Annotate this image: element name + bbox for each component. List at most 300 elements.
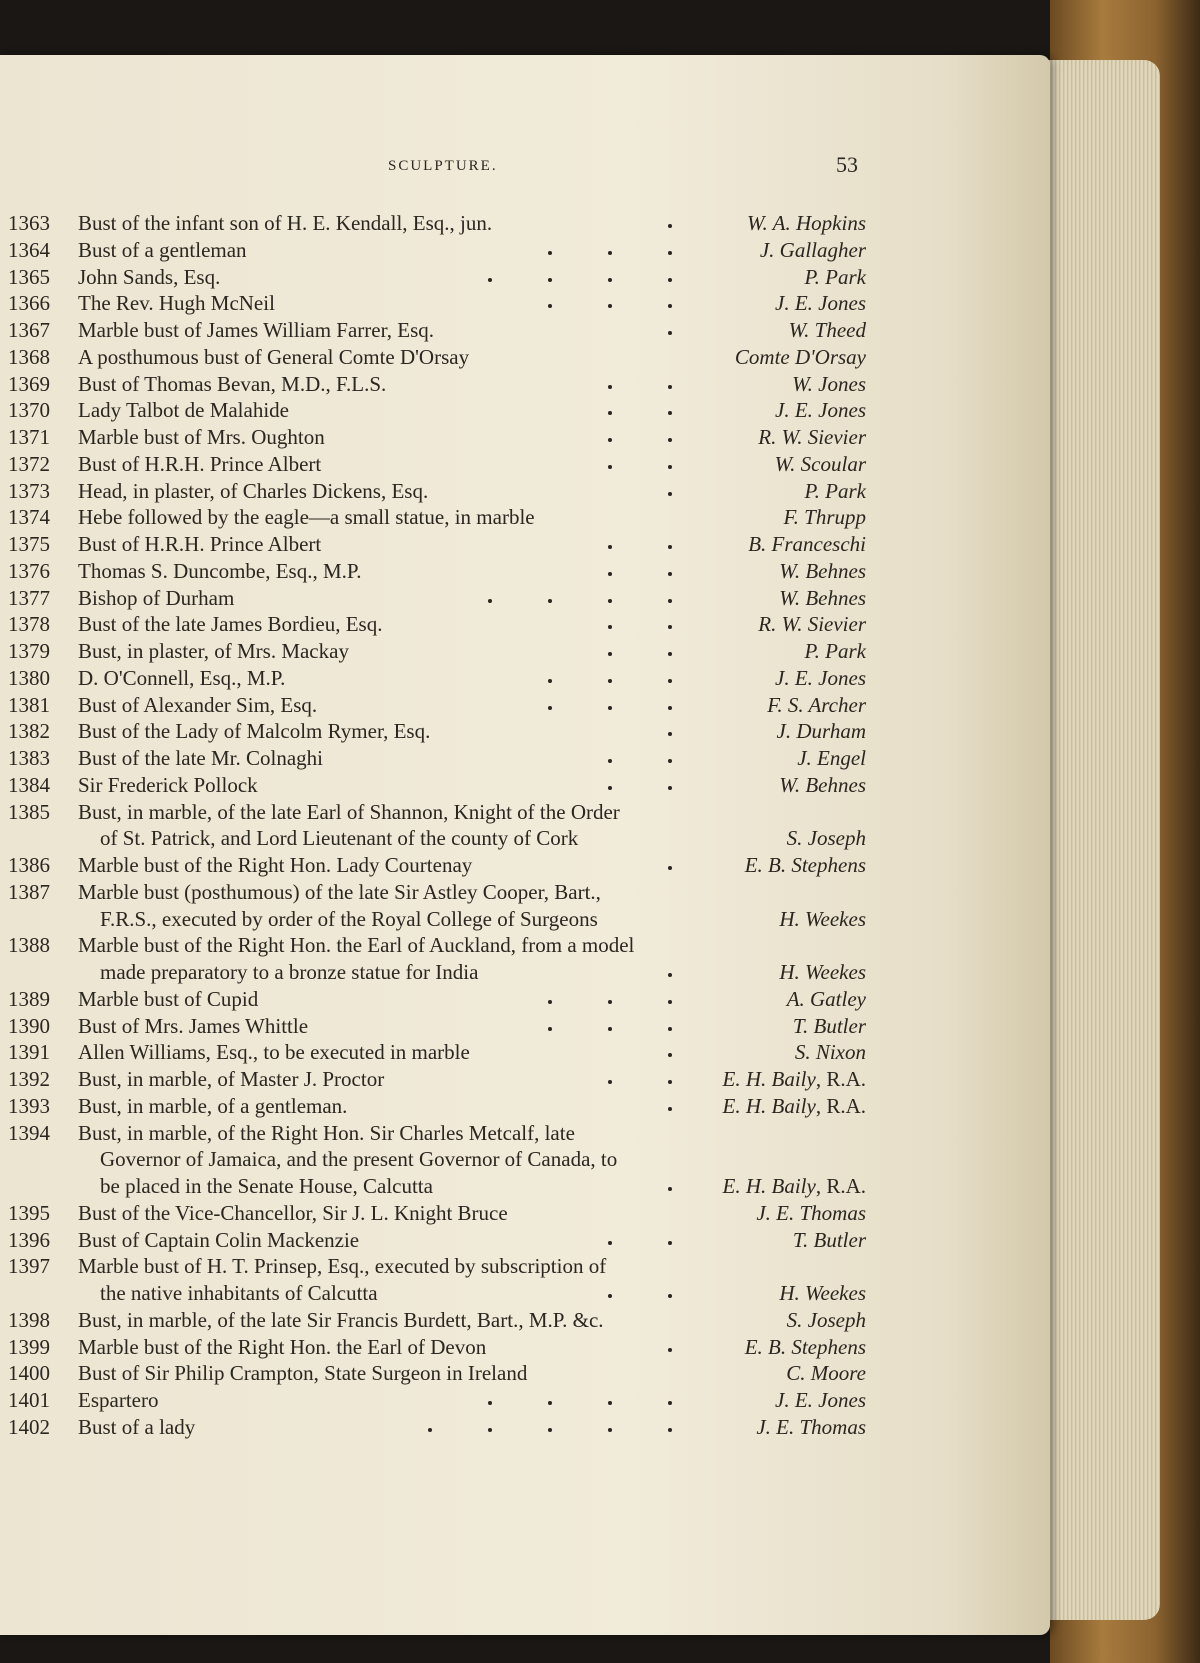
leader-dot: [668, 1294, 672, 1298]
catalogue-entry: [0, 210, 900, 237]
leader-dot: [668, 706, 672, 710]
artist-name: [758, 611, 866, 638]
artist-name-text: B. Franceschi: [748, 532, 866, 556]
entry-number: 1401: [8, 1388, 50, 1412]
leader-dot: [668, 652, 672, 656]
entry-number: 1368: [8, 344, 50, 369]
entry-number: 1372: [8, 451, 50, 476]
catalogue-entry: [0, 825, 900, 852]
catalogue-entry: [0, 1414, 900, 1441]
leader-dot: [608, 545, 612, 549]
catalogue-entry: [0, 585, 900, 612]
leader-dot: [548, 251, 552, 255]
catalogue-entry: [0, 424, 900, 451]
catalogue-entry: [0, 317, 900, 344]
artist-name-text: E. H. Baily: [722, 1093, 816, 1118]
artist-name-text: E. H. Baily: [722, 1067, 816, 1091]
leader-dots: [0, 397, 680, 424]
entry-title: Marble bust of the Right Hon. the Earl of Auckland, from a model: [78, 933, 635, 958]
leader-dots: [0, 718, 680, 745]
catalogue-entry: [0, 1387, 900, 1414]
artist-name: [775, 1387, 866, 1414]
leader-dot: [668, 759, 672, 763]
entry-title: Bust of the Lady of Malcolm Rymer, Esq.: [78, 719, 431, 744]
artist-name: [779, 906, 866, 933]
leader-dots: [0, 772, 680, 799]
catalogue-entry: [0, 397, 900, 424]
catalogue-entry: [0, 478, 900, 505]
leader-dot: [548, 1428, 552, 1432]
catalogue-entry: [0, 718, 900, 745]
leader-dots: [0, 451, 680, 478]
entry-number: 1390: [8, 1013, 50, 1038]
entry-title: the native inhabitants of Calcutta: [100, 1281, 378, 1305]
entry-title: Bishop of Durham: [78, 585, 235, 610]
entry-title: The Rev. Hugh McNeil: [78, 291, 275, 316]
leader-dot: [548, 304, 552, 308]
artist-name-text: T. Butler: [792, 1013, 866, 1038]
entry-title: Bust of Alexander Sim, Esq.: [78, 692, 318, 717]
entry-title: Marble bust of the Right Hon. the Earl of Devon: [78, 1334, 487, 1359]
leader-dot: [488, 278, 492, 282]
entry-title: Bust of Thomas Bevan, M.D., F.L.S.: [78, 371, 387, 396]
leader-dot: [608, 1080, 612, 1084]
entry-title: Marble bust (posthumous) of the late Sir Astley Cooper, Bart.,: [78, 879, 601, 904]
leader-dots: [0, 264, 680, 291]
entry-number: 1382: [8, 719, 50, 744]
artist-name-text: H. Weekes: [779, 906, 866, 931]
artist-name-text: W. Behnes: [779, 772, 866, 797]
catalogue-entry: [0, 371, 900, 398]
artist-name: [789, 317, 866, 344]
leader-dot: [548, 706, 552, 710]
leader-dots: [0, 692, 680, 719]
artist-name: [787, 986, 866, 1013]
entry-number: 1377: [8, 585, 50, 610]
leader-dot: [608, 706, 612, 710]
artist-name: [758, 424, 866, 451]
artist-name-text: W. Jones: [792, 371, 866, 396]
leader-dot: [608, 1294, 612, 1298]
entry-title: Bust of the infant son of H. E. Kendall, Esq., jun.: [78, 211, 493, 235]
catalogue-entry: [0, 451, 900, 478]
entry-number: 1392: [8, 1067, 50, 1091]
entry-number: 1396: [8, 1227, 50, 1252]
artist-name-text: P. Park: [804, 639, 866, 663]
catalogue-entry: [0, 906, 900, 933]
artist-suffix: , R.A.: [815, 1093, 866, 1118]
leader-dots: [0, 1280, 680, 1307]
entry-title: Allen Williams, Esq., to be executed in marble: [78, 1040, 470, 1065]
artist-name: [756, 1200, 866, 1227]
leader-dot: [608, 572, 612, 576]
artist-name-text: Comte D'Orsay: [734, 344, 866, 369]
entry-title: Bust, in marble, of the late Earl of Shannon, Knight of the Order: [78, 799, 620, 824]
leader-dot: [668, 1053, 672, 1057]
catalogue-entry: [0, 638, 900, 665]
leader-dot: [668, 1080, 672, 1084]
leader-dot: [608, 438, 612, 442]
entry-title: Lady Talbot de Malahide: [78, 398, 289, 423]
entry-title: D. O'Connell, Esq., M.P.: [78, 665, 286, 690]
leader-dot: [668, 786, 672, 790]
artist-name: [775, 451, 866, 478]
artist-name: [748, 531, 866, 558]
leader-dot: [608, 251, 612, 255]
catalogue-entry: [0, 558, 900, 585]
entry-title: Bust, in plaster, of Mrs. Mackay: [78, 639, 349, 663]
artist-name: [745, 852, 866, 879]
artist-name-text: A. Gatley: [786, 986, 866, 1011]
leader-dots: [0, 558, 680, 585]
leader-dot: [488, 1428, 492, 1432]
artist-name-text: W. Theed: [788, 318, 866, 342]
catalogue-entry: [0, 1146, 900, 1173]
artist-name: [805, 638, 866, 665]
entry-number: 1371: [8, 425, 50, 449]
catalogue-entry: [0, 1227, 900, 1254]
artist-name: [760, 237, 866, 264]
artist-name: [786, 1360, 866, 1387]
entry-number: 1400: [8, 1361, 50, 1386]
entry-number: 1367: [8, 318, 50, 342]
leader-dot: [608, 1027, 612, 1031]
entry-number: 1369: [8, 371, 50, 396]
artist-name-text: F. S. Archer: [767, 692, 866, 717]
entry-number: 1381: [8, 692, 50, 717]
catalogue-entry: [0, 852, 900, 879]
leader-dot: [608, 786, 612, 790]
catalogue-entry: [0, 745, 900, 772]
entry-number: 1393: [8, 1093, 50, 1118]
artist-name: [767, 692, 866, 719]
catalogue-entry: [0, 986, 900, 1013]
catalogue-entry: [0, 1360, 900, 1387]
leader-dot: [668, 251, 672, 255]
artist-name-text: S. Nixon: [794, 1040, 866, 1065]
leader-dot: [608, 304, 612, 308]
entry-number: 1378: [8, 612, 50, 637]
catalogue-entry: [0, 344, 900, 371]
leader-dots: [0, 371, 680, 398]
entry-number: 1363: [8, 211, 50, 235]
entry-title: Bust, in marble, of Master J. Proctor: [78, 1067, 385, 1091]
catalogue-entry: [0, 290, 900, 317]
leader-dot: [548, 599, 552, 603]
artist-name: [805, 478, 866, 505]
leader-dots: [0, 210, 680, 237]
artist-suffix: , R.A.: [815, 1067, 866, 1091]
artist-name-text: P. Park: [804, 264, 866, 289]
entry-number: 1380: [8, 665, 50, 690]
artist-name: [792, 371, 866, 398]
entry-title: of St. Patrick, and Lord Lieutenant of the county of Cork: [100, 826, 579, 851]
catalogue-entry: [0, 1120, 900, 1147]
artist-name: [805, 264, 866, 291]
leader-dots: [0, 424, 680, 451]
entry-title: Sir Frederick Pollock: [78, 772, 258, 797]
artist-name: [779, 1280, 866, 1307]
artist-name-text: P. Park: [804, 478, 866, 503]
leader-dot: [668, 1428, 672, 1432]
entry-number: 1365: [8, 264, 50, 289]
artist-name-text: W. Behnes: [779, 558, 866, 583]
entry-title: Bust of H.R.H. Prince Albert: [78, 532, 322, 556]
leader-dots: [0, 478, 680, 505]
catalogue-entry: [0, 504, 900, 531]
leader-dots: [0, 665, 680, 692]
leader-dots: [0, 1039, 680, 1066]
catalogue-entry: [0, 237, 900, 264]
leader-dot: [668, 1027, 672, 1031]
entry-number: 1374: [8, 505, 50, 530]
entry-number: 1389: [8, 986, 50, 1011]
leader-dot: [668, 385, 672, 389]
catalogue-entry: [0, 665, 900, 692]
entry-title: Bust of a gentleman: [78, 237, 247, 262]
artist-name: [775, 397, 866, 424]
entry-number: 1379: [8, 639, 50, 663]
artist-name: [775, 290, 866, 317]
catalogue-entry: [0, 531, 900, 558]
entry-number: 1386: [8, 853, 50, 877]
artist-name-text: J. Engel: [797, 746, 866, 770]
catalogue-entry: [0, 1280, 900, 1307]
leader-dot: [548, 679, 552, 683]
entry-number: 1387: [8, 879, 50, 904]
leader-dot: [608, 1428, 612, 1432]
catalogue-entry: [0, 959, 900, 986]
leader-dot: [668, 545, 672, 549]
catalogue-entry: [0, 611, 900, 638]
leader-dot: [608, 411, 612, 415]
catalogue-entry: [0, 932, 900, 959]
entry-title: Marble bust of Cupid: [78, 986, 259, 1011]
entry-number: 1397: [8, 1254, 50, 1279]
entry-title: Bust of the late James Bordieu, Esq.: [78, 612, 383, 637]
artist-name-text: W. A. Hopkins: [746, 211, 866, 235]
leader-dot: [608, 1241, 612, 1245]
leader-dot: [608, 465, 612, 469]
artist-name-text: E. H. Baily: [722, 1174, 816, 1198]
leader-dot: [668, 278, 672, 282]
entry-title: Bust, in marble, of the Right Hon. Sir Charles Metcalf, late: [78, 1120, 575, 1145]
artist-name: [723, 1066, 867, 1093]
catalogue-entry: [0, 1307, 900, 1334]
leader-dot: [668, 331, 672, 335]
leader-dots: [0, 1066, 680, 1093]
leader-dots: [0, 237, 680, 264]
leader-dot: [668, 492, 672, 496]
artist-name-text: C. Moore: [786, 1361, 866, 1386]
artist-name: [779, 558, 866, 585]
leader-dot: [668, 866, 672, 870]
entry-number: 1373: [8, 478, 50, 503]
leader-dots: [0, 290, 680, 317]
artist-name: [775, 665, 866, 692]
leader-dots: [0, 986, 680, 1013]
leader-dot: [548, 1401, 552, 1405]
catalogue-entry: [0, 1200, 900, 1227]
entry-title: Marble bust of the Right Hon. Lady Courtenay: [78, 853, 473, 877]
leader-dot: [668, 1187, 672, 1191]
entry-number: 1364: [8, 237, 50, 262]
leader-dot: [608, 1401, 612, 1405]
leader-dot: [668, 1241, 672, 1245]
leader-dot: [548, 1000, 552, 1004]
entry-number: 1395: [8, 1200, 50, 1225]
page-header: [0, 152, 1000, 182]
leader-dots: [0, 638, 680, 665]
artist-name-text: F. Thrupp: [783, 505, 866, 530]
leader-dot: [668, 411, 672, 415]
leader-dot: [668, 732, 672, 736]
artist-name-text: J. Durham: [776, 719, 866, 744]
catalogue-entry: [0, 1039, 900, 1066]
leader-dot: [548, 278, 552, 282]
artist-name: [793, 1227, 866, 1254]
entry-number: 1394: [8, 1120, 50, 1145]
leader-dots: [0, 611, 680, 638]
leader-dot: [668, 1107, 672, 1111]
catalogue-entry: [0, 1013, 900, 1040]
leader-dots: [0, 1013, 680, 1040]
artist-name-text: T. Butler: [792, 1227, 866, 1252]
artist-name-text: J. E. Jones: [775, 291, 866, 316]
entry-number: 1376: [8, 558, 50, 583]
entry-title: Head, in plaster, of Charles Dickens, Esq.: [78, 478, 429, 503]
catalogue-entry: [0, 1066, 900, 1093]
catalogue-entry: [0, 1334, 900, 1361]
artist-name: [779, 585, 866, 612]
artist-name: [793, 1013, 866, 1040]
artist-name: [795, 1039, 866, 1066]
artist-name-text: W. Scoular: [774, 451, 866, 476]
entry-title: Thomas S. Duncombe, Esq., M.P.: [78, 558, 362, 583]
entry-title: Marble bust of James William Farrer, Esq.: [78, 318, 435, 342]
entry-number: 1388: [8, 933, 50, 958]
leader-dot: [548, 1027, 552, 1031]
artist-suffix: , R.A.: [815, 1174, 866, 1198]
catalogue-entry: [0, 1173, 900, 1200]
leader-dots: [0, 585, 680, 612]
entry-number: 1383: [8, 746, 50, 770]
artist-name: [787, 825, 866, 852]
page-edges: [1040, 60, 1160, 1620]
leader-dots: [0, 1093, 680, 1120]
artist-name: [779, 959, 866, 986]
entry-title: Bust of a lady: [78, 1414, 196, 1439]
artist-name-text: S. Joseph: [786, 1307, 866, 1332]
leader-dots: [0, 317, 680, 344]
leader-dot: [668, 224, 672, 228]
artist-name-text: J. E. Jones: [775, 1388, 866, 1412]
artist-name: [779, 772, 866, 799]
entry-title: John Sands, Esq.: [78, 264, 221, 289]
leader-dot: [608, 652, 612, 656]
entry-title: Bust of the late Mr. Colnaghi: [78, 746, 323, 770]
leader-dot: [608, 278, 612, 282]
leader-dot: [608, 599, 612, 603]
artist-name-text: S. Joseph: [786, 826, 866, 851]
artist-name: [784, 504, 866, 531]
leader-dot: [668, 304, 672, 308]
leader-dots: [0, 1227, 680, 1254]
leader-dot: [488, 599, 492, 603]
leader-dots: [0, 1414, 680, 1441]
artist-name: [787, 1307, 866, 1334]
catalogue-entry: [0, 772, 900, 799]
artist-name-text: H. Weekes: [779, 960, 866, 984]
artist-name: [797, 745, 866, 772]
leader-dot: [608, 759, 612, 763]
entry-title: F.R.S., executed by order of the Royal College of Surgeons: [100, 906, 598, 931]
leader-dot: [608, 625, 612, 629]
leader-dot: [488, 1401, 492, 1405]
entry-title: Bust, in marble, of the late Sir Francis Burdett, Bart., M.P. &c.: [78, 1307, 604, 1332]
artist-name-text: H. Weekes: [779, 1281, 866, 1305]
catalogue-entries: [0, 210, 900, 1441]
artist-name-text: J. E. Thomas: [756, 1414, 866, 1439]
page-number: 53: [836, 152, 858, 177]
leader-dot: [608, 1000, 612, 1004]
entry-title: Bust of Sir Philip Crampton, State Surgeon in Ireland: [78, 1361, 528, 1386]
entry-title: Bust of Captain Colin Mackenzie: [78, 1227, 360, 1252]
entry-title: Bust of Mrs. James Whittle: [78, 1013, 309, 1038]
leader-dot: [608, 679, 612, 683]
artist-name-text: J. E. Jones: [775, 398, 866, 423]
artist-name-text: E. B. Stephens: [744, 1334, 866, 1359]
entry-title: A posthumous bust of General Comte D'Orsay: [78, 344, 470, 369]
leader-dot: [668, 679, 672, 683]
entry-number: 1366: [8, 291, 50, 316]
entry-number: 1375: [8, 532, 50, 556]
leader-dot: [668, 625, 672, 629]
leader-dots: [0, 1334, 680, 1361]
catalogue-entry: [0, 264, 900, 291]
artist-name: [723, 1173, 867, 1200]
entry-number: 1370: [8, 398, 50, 423]
artist-name: [745, 1334, 866, 1361]
artist-name: [735, 344, 866, 371]
entry-number: 1398: [8, 1307, 50, 1332]
entry-title: be placed in the Senate House, Calcutta: [100, 1174, 433, 1198]
artist-name-text: R. W. Sievier: [758, 612, 866, 637]
artist-name-text: R. W. Sievier: [758, 425, 866, 449]
leader-dot: [608, 385, 612, 389]
entry-title: Espartero: [78, 1388, 159, 1412]
entry-title: Hebe followed by the eagle—a small statue, in marble: [78, 505, 535, 530]
leader-dot: [668, 1348, 672, 1352]
catalogue-entry: [0, 799, 900, 826]
leader-dots: [0, 531, 680, 558]
artist-name: [747, 210, 866, 237]
entry-title: Bust of the Vice-Chancellor, Sir J. L. Knight Bruce: [78, 1200, 508, 1225]
artist-name: [723, 1093, 867, 1120]
leader-dot: [668, 599, 672, 603]
leader-dot: [428, 1428, 432, 1432]
leader-dot: [668, 438, 672, 442]
entry-title: Bust of H.R.H. Prince Albert: [78, 451, 322, 476]
leader-dot: [668, 572, 672, 576]
entry-number: 1384: [8, 772, 50, 797]
leader-dots: [0, 1387, 680, 1414]
catalogue-entry: [0, 1093, 900, 1120]
leader-dots: [0, 745, 680, 772]
entry-number: 1385: [8, 799, 50, 824]
leader-dots: [0, 959, 680, 986]
entry-title: Marble bust of Mrs. Oughton: [78, 425, 325, 449]
